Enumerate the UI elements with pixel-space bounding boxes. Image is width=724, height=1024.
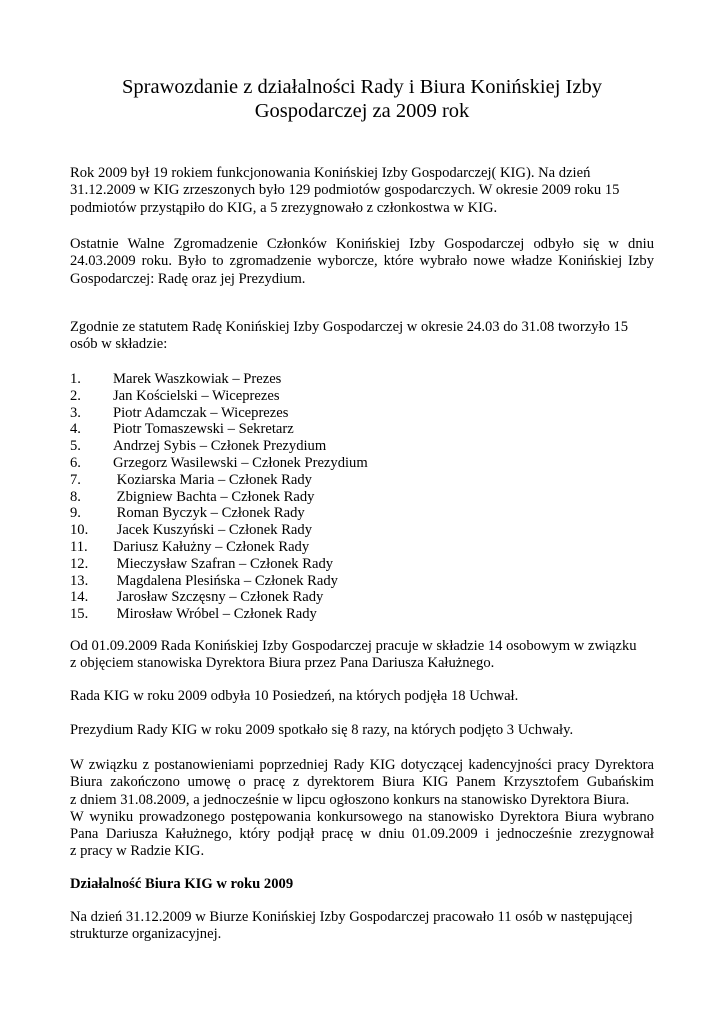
paragraph-line: Na dzień 31.12.2009 w Biurze Konińskiej Izby Gospodarczej pracowało 11 osób w następującej xyxy=(70,909,633,925)
paragraph-line: W wyniku prowadzonego postępowania konkursowego na stanowisko Dyrektora Biura wybrano xyxy=(70,808,654,825)
paragraph-council-composition xyxy=(70,319,654,354)
list-item-number: 9. xyxy=(70,505,81,522)
list-item xyxy=(70,455,654,472)
paragraph-line: Gospodarczej: Radę oraz jej Prezydium. xyxy=(70,270,306,287)
paragraph-line: W związku z postanowieniami poprzedniej Rady KIG dotyczącej kadencyjności pracy Dyrektora xyxy=(70,757,654,773)
list-item-text: Marek Waszkowiak – Prezes xyxy=(113,371,282,387)
title-line: Sprawozdanie z działalności Rady i Biura Konińskiej Izby xyxy=(122,76,602,98)
paragraph-line: 31.12.2009 w KIG zrzeszonych było 129 podmiotów gospodarczych. W okresie 2009 roku 15 xyxy=(70,182,620,199)
list-item-number: 3. xyxy=(70,404,81,421)
document-title xyxy=(60,75,664,123)
list-item xyxy=(70,388,654,405)
section-heading: Działalność Biura KIG w roku 2009 xyxy=(70,876,294,892)
paragraph-members-count xyxy=(70,165,654,217)
paragraph-line: 24.03.2009 roku. Było to zgromadzenie wyborcze, które wybrało nowe władze Konińskiej Izby xyxy=(70,253,654,270)
list-item-number: 5. xyxy=(70,438,81,455)
list-item xyxy=(70,505,654,522)
list-item-text: Mirosław Wróbel – Członek Rady xyxy=(113,606,317,623)
list-item xyxy=(70,606,654,623)
paragraph-line: Ostatnie Walne Zgromadzenie Członków Konińskiej Izby Gospodarczej odbyło się w dniu xyxy=(70,236,654,252)
list-item xyxy=(70,539,654,556)
list-item-number: 2. xyxy=(70,387,81,404)
list-item-text: Piotr Tomaszewski – Sekretarz xyxy=(113,421,294,438)
list-item-text: Jarosław Szczęsny – Członek Rady xyxy=(113,589,324,606)
paragraph-line: Biura zakończono umowę o pracę z dyrektorem Biura KIG Panem Krzysztofem Gubańskim xyxy=(70,774,654,791)
paragraph-presidium-meetings xyxy=(70,722,654,739)
title-line: Gospodarczej za 2009 rok xyxy=(254,100,470,122)
list-item-text: Mieczysław Szafran – Członek Rady xyxy=(113,555,334,572)
list-item-number: 1. xyxy=(70,371,81,387)
paragraph-general-assembly xyxy=(70,236,654,288)
list-item-number: 6. xyxy=(70,454,81,471)
list-item-number: 11. xyxy=(70,538,88,555)
list-item-number: 10. xyxy=(70,522,89,539)
paragraph-line: strukturze organizacyjnej. xyxy=(70,926,222,943)
list-item-text: Zbigniew Bachta – Członek Rady xyxy=(113,488,315,505)
list-item xyxy=(70,489,654,506)
list-item xyxy=(70,472,654,489)
list-item-text: Piotr Adamczak – Wiceprezes xyxy=(113,404,289,421)
council-members-list xyxy=(70,371,654,623)
paragraph-office-staff xyxy=(70,909,654,944)
list-item-number: 12. xyxy=(70,555,89,572)
paragraph-line: osób w składzie: xyxy=(70,336,168,353)
paragraph-line: podmiotów przystąpiło do KIG, a 5 zrezygnowało z członkostwa w KIG. xyxy=(70,199,498,216)
list-item-number: 4. xyxy=(70,421,81,438)
list-item xyxy=(70,556,654,573)
list-item xyxy=(70,405,654,422)
paragraph-line: z pracy w Radzie KIG. xyxy=(70,843,205,860)
paragraph-line: Zgodnie ze statutem Radę Konińskiej Izby Gospodarczej w okresie 24.03 do 31.08 tworzyło 15 xyxy=(70,319,629,335)
list-item-text: Jacek Kuszyński – Członek Rady xyxy=(113,522,313,539)
list-item-text: Dariusz Kałużny – Członek Rady xyxy=(113,538,310,555)
list-item-text: Grzegorz Wasilewski – Członek Prezydium xyxy=(113,454,368,471)
paragraph-line: z dniem 31.08.2009, a jednocześnie w lipcu ogłoszono konkurs na stanowisko Dyrektora Biura. xyxy=(70,791,630,808)
list-item-number: 7. xyxy=(70,471,81,488)
paragraph-line: Rada KIG w roku 2009 odbyła 10 Posiedzeń, na których podjęła 18 Uchwał. xyxy=(70,688,519,704)
list-item-number: 13. xyxy=(70,572,89,589)
paragraph-council-meetings xyxy=(70,688,654,705)
paragraph-director-change xyxy=(70,757,654,861)
list-item xyxy=(70,438,654,455)
list-item-text: Koziarska Maria – Członek Rady xyxy=(113,471,312,488)
paragraph-line: z objęciem stanowiska Dyrektora Biura przez Pana Dariusza Kałużnego. xyxy=(70,655,495,672)
list-item-text: Roman Byczyk – Członek Rady xyxy=(113,505,305,522)
list-item-number: 8. xyxy=(70,488,81,505)
paragraph-line: Rok 2009 był 19 rokiem funkcjonowania Konińskiej Izby Gospodarczej( KIG). Na dzień xyxy=(70,165,591,181)
list-item xyxy=(70,589,654,606)
paragraph-line: Od 01.09.2009 Rada Konińskiej Izby Gospodarczej pracuje w składzie 14 osobowym w związku xyxy=(70,638,637,654)
list-item xyxy=(70,371,654,388)
paragraph-line: Prezydium Rady KIG w roku 2009 spotkało się 8 razy, na których podjęto 3 Uchwały. xyxy=(70,722,574,738)
list-item xyxy=(70,573,654,590)
list-item-text: Jan Kościelski – Wiceprezes xyxy=(113,387,280,404)
list-item-number: 14. xyxy=(70,589,89,606)
paragraph-council-change xyxy=(70,638,654,673)
paragraph-line: Pana Dariusza Kałużnego, który podjął pracę w dniu 01.09.2009 i jednocześnie zrezygnował xyxy=(70,826,654,843)
list-item-text: Magdalena Plesińska – Członek Rady xyxy=(113,572,338,589)
list-item xyxy=(70,522,654,539)
list-item-text: Andrzej Sybis – Członek Prezydium xyxy=(113,438,327,455)
list-item xyxy=(70,421,654,438)
list-item-number: 15. xyxy=(70,606,89,623)
